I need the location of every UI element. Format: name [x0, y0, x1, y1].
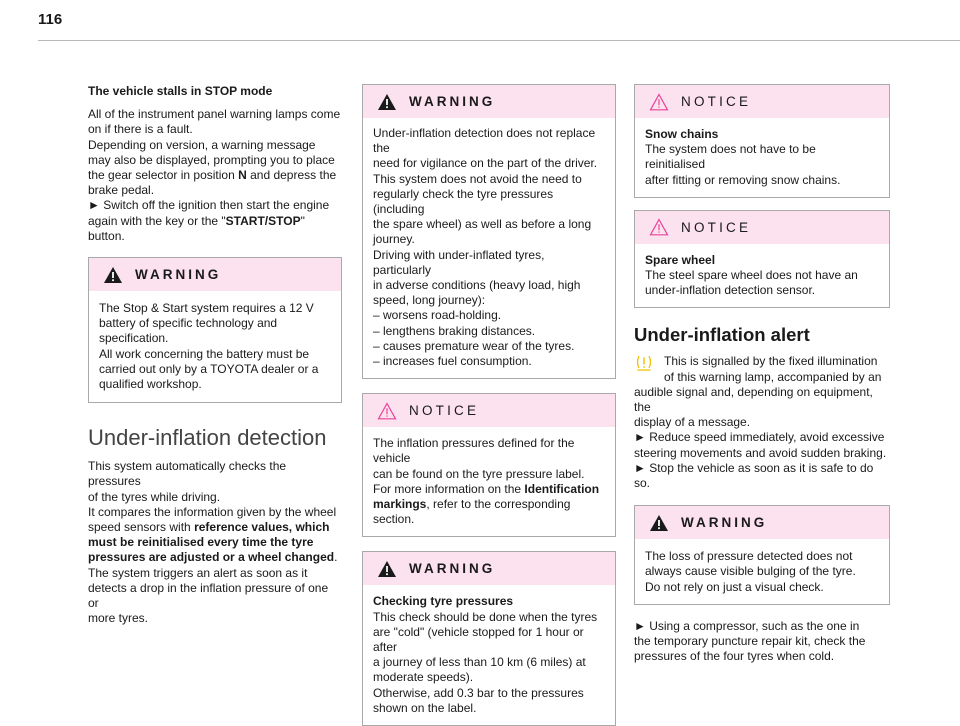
notice-box-spare-wheel: NOTICE Spare wheel The steel spare wheel does not have an under-inflation detection sensor. — [634, 210, 890, 309]
warning-box-visual-check: WARNING The loss of pressure detected does not always cause visible bulging of the tyre. Do not rely on just a visual check. — [634, 505, 890, 605]
column-1 — [88, 84, 342, 626]
column-2 — [362, 84, 616, 726]
warning-heading: WARNING — [409, 561, 496, 577]
warning-subtitle: Checking tyre pressures — [373, 594, 514, 609]
warning-triangle-icon — [377, 560, 397, 578]
notice-heading: NOTICE — [681, 219, 752, 235]
warning-heading: WARNING — [681, 515, 768, 531]
section-heading-underinflation-alert: Under-inflation alert — [634, 324, 810, 346]
warning-heading: WARNING — [409, 93, 496, 109]
notice-box-snow-chains: NOTICE Snow chains The system does not have to be reinitialised after fitting or removing snow chains. — [634, 84, 890, 198]
compressor-paragraph: ► Using a compressor, such as the one in the temporary puncture repair kit, check the pressures of the four tyres when cold. — [634, 618, 866, 664]
notice-triangle-icon — [649, 218, 669, 236]
stalls-title: The vehicle stalls in STOP mode — [88, 84, 273, 98]
underinflation-paragraph: This system automatically checks the pressures of the tyres while driving. It compares the information given by the wheel speed sensors with reference values, which must be reinitialised every time the tyre pressures are adjusted or a wheel changed. The system triggers an alert as soon as it detects a drop in the inflation pressure of one or more tyres. — [88, 459, 338, 626]
warning-box-vigilance: WARNING Under-inflation detection does not replace the need for vigilance on the part of the driver. This system does not avoid the need to regularly check the tyre pressures (including the spare wheel) as well as before a long journey. Driving with under-inflated tyres, particularly in adverse conditions (heavy load, high speed, long journey): – worsens road-holding. – lengthens braking distances. – causes premature wear of the tyres. – increases fuel consumption. — [362, 84, 616, 379]
warning-box-battery: WARNING The Stop & Start system requires a 12 V battery of specific technology and specification. All work concerning the battery must be carried out only by a TOYOTA dealer or a qualified workshop. — [88, 257, 342, 403]
notice-subtitle: Snow chains — [645, 127, 719, 141]
warning-box-checking-pressures: WARNING Checking tyre pressures This check should be done when the tyres are "cold" (vehicle stopped for 1 hour or after a journey of less than 10 km (6 miles) at moderate speeds). Otherwise, add 0.3 bar to the pressures shown on the label. — [362, 551, 616, 726]
warning-heading: WARNING — [135, 266, 222, 282]
notice-heading: NOTICE — [681, 93, 752, 109]
notice-triangle-icon — [377, 402, 397, 420]
notice-subtitle: Spare wheel — [645, 252, 716, 267]
notice-box-pressure-label: NOTICE The inflation pressures defined for the vehicle can be found on the tyre pressure label. For more information on the Identification markings, refer to the corresponding section. — [362, 393, 616, 537]
tyre-pressure-warning-lamp-icon — [634, 354, 654, 372]
top-rule — [38, 40, 960, 41]
warning-triangle-icon — [649, 514, 669, 532]
page-number: 116 — [38, 11, 63, 28]
alert-paragraph: This is signalled by the fixed illumination of this warning lamp, accompanied by an audible signal and, depending on equipment, the display of a message. ► Reduce speed immediately, avoid excessive steering movements and avoid sudden braking. ► Stop the vehicle as soon as it is safe to do so. — [634, 354, 887, 491]
notice-triangle-icon — [649, 93, 669, 111]
warning-triangle-icon — [377, 93, 397, 111]
section-heading-underinflation-detection: Under-inflation detection — [88, 425, 327, 451]
column-3 — [634, 84, 890, 664]
stalls-paragraph: All of the instrument panel warning lamps come on if there is a fault. Depending on version, a warning message may also be displayed, prompting you to place the gear selector in position N and depress the brake pedal. ► Switch off the ignition then start the engine again with the key or the "START/STOP" button. — [88, 107, 341, 243]
warning-triangle-icon — [103, 266, 123, 284]
notice-heading: NOTICE — [409, 403, 480, 419]
